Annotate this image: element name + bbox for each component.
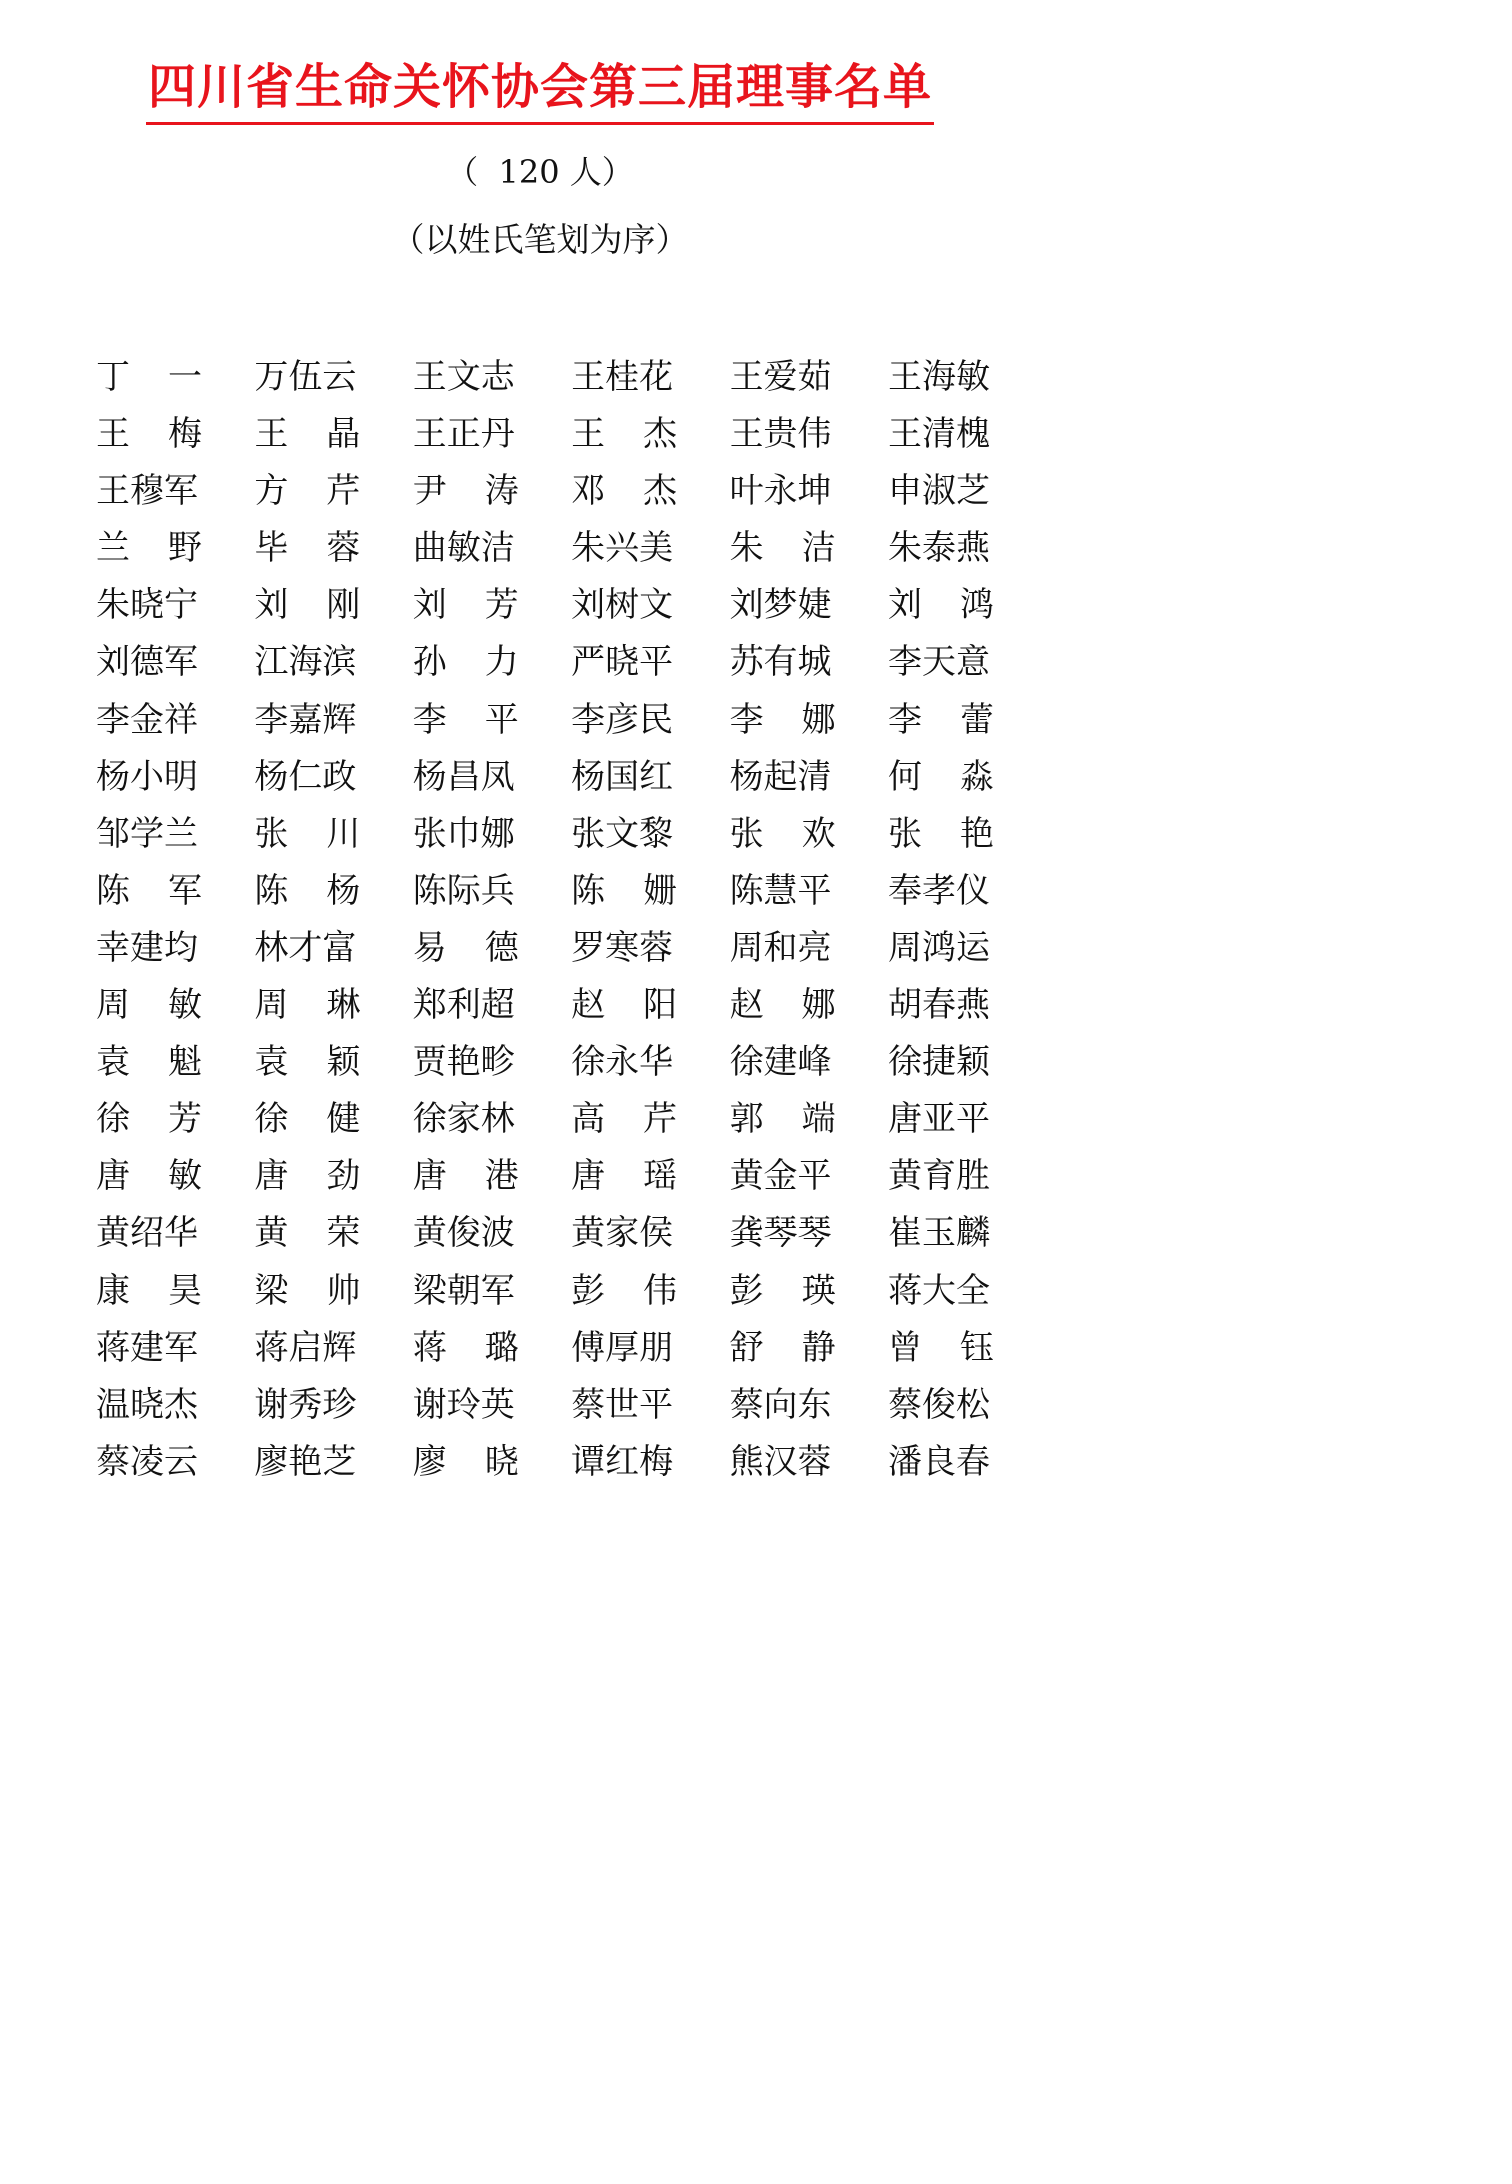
member-name: 李天意 bbox=[887, 642, 990, 683]
member-count: （ 120 人） bbox=[446, 153, 634, 191]
member-name: 叶永坤 bbox=[729, 471, 832, 512]
member-name: 潘良春 bbox=[887, 1441, 990, 1482]
member-name: 黄金平 bbox=[729, 1156, 832, 1197]
member-name: 郭 端 bbox=[729, 1099, 836, 1140]
member-name: 舒 静 bbox=[729, 1327, 836, 1368]
member-name: 袁 魁 bbox=[96, 1042, 202, 1083]
member-name: 朱晓宁 bbox=[96, 585, 198, 626]
member-name: 刘德军 bbox=[96, 642, 198, 683]
member-name: 唐 港 bbox=[412, 1156, 519, 1197]
member-name: 蒋启辉 bbox=[254, 1327, 357, 1368]
member-name: 陈际兵 bbox=[412, 870, 515, 911]
member-name: 黄绍华 bbox=[96, 1213, 198, 1254]
member-name: 黄育胜 bbox=[887, 1156, 990, 1197]
member-name: 张巾娜 bbox=[412, 813, 515, 854]
member-name: 张 欢 bbox=[729, 813, 836, 854]
member-name: 曾 钰 bbox=[887, 1327, 994, 1368]
member-name: 毕 蓉 bbox=[254, 528, 361, 569]
member-name: 唐 瑶 bbox=[571, 1156, 678, 1197]
member-name: 傅厚朋 bbox=[571, 1327, 674, 1368]
member-name: 严晓平 bbox=[571, 642, 674, 683]
member-name: 唐 劲 bbox=[254, 1156, 361, 1197]
member-name: 蔡世平 bbox=[571, 1384, 674, 1425]
member-name: 谢玲英 bbox=[412, 1384, 515, 1425]
member-name: 杨小明 bbox=[96, 756, 198, 797]
member-name: 朱 洁 bbox=[729, 528, 836, 569]
member-name: 熊汉蓉 bbox=[729, 1441, 832, 1482]
member-name: 高 芹 bbox=[571, 1099, 678, 1140]
member-name: 梁 帅 bbox=[254, 1270, 361, 1311]
member-name: 易 德 bbox=[412, 927, 519, 968]
member-name: 王文志 bbox=[412, 357, 515, 397]
member-name: 张文黎 bbox=[571, 813, 674, 854]
member-name: 刘 芳 bbox=[412, 585, 519, 626]
member-name: 徐家林 bbox=[412, 1099, 515, 1140]
member-name: 周鸿运 bbox=[887, 927, 990, 968]
member-name: 唐 敏 bbox=[96, 1156, 202, 1197]
member-name: 邓 杰 bbox=[571, 471, 678, 512]
member-name: 李 娜 bbox=[729, 699, 836, 740]
ordering-note: （以姓氏笔划为序） bbox=[391, 220, 689, 259]
member-name: 谭红梅 bbox=[571, 1441, 674, 1482]
member-name: 徐建峰 bbox=[729, 1042, 832, 1083]
member-name: 奉孝仪 bbox=[887, 870, 990, 911]
member-name: 廖 晓 bbox=[412, 1441, 519, 1482]
member-name: 丁 一 bbox=[96, 357, 202, 397]
member-name: 胡春燕 bbox=[887, 985, 990, 1026]
member-name: 王桂花 bbox=[571, 357, 674, 397]
member-name: 李金祥 bbox=[96, 699, 198, 740]
member-name: 李 平 bbox=[412, 699, 519, 740]
member-name-grid bbox=[96, 349, 1046, 1491]
member-name: 苏有城 bbox=[729, 642, 832, 683]
member-name: 罗寒蓉 bbox=[571, 927, 674, 968]
member-name: 孙 力 bbox=[412, 642, 519, 683]
member-name: 蔡向东 bbox=[729, 1384, 832, 1425]
member-name: 徐捷颖 bbox=[887, 1042, 990, 1083]
member-name: 尹 涛 bbox=[412, 471, 519, 512]
member-name: 刘 刚 bbox=[254, 585, 361, 626]
member-name: 黄 荣 bbox=[254, 1213, 361, 1254]
member-name: 万伍云 bbox=[254, 357, 357, 397]
member-name: 申淑芝 bbox=[887, 471, 990, 512]
member-name: 徐 健 bbox=[254, 1099, 361, 1140]
member-name: 王 梅 bbox=[96, 414, 202, 455]
member-name: 陈 姗 bbox=[571, 870, 678, 911]
member-name: 李嘉辉 bbox=[254, 699, 357, 740]
member-name: 郑利超 bbox=[412, 985, 515, 1026]
member-name: 徐 芳 bbox=[96, 1099, 202, 1140]
title-text: 四川省生命关怀协会第三届理事名单 bbox=[146, 52, 934, 125]
member-name: 王爱茹 bbox=[729, 357, 832, 397]
member-name: 谢秀珍 bbox=[254, 1384, 357, 1425]
member-name: 王 杰 bbox=[571, 414, 678, 455]
member-name: 王清槐 bbox=[887, 414, 990, 455]
member-name: 杨仁政 bbox=[254, 756, 357, 797]
member-name: 徐永华 bbox=[571, 1042, 674, 1083]
member-name: 崔玉麟 bbox=[887, 1213, 990, 1254]
member-name: 黄俊波 bbox=[412, 1213, 515, 1254]
member-name: 方 芹 bbox=[254, 471, 361, 512]
member-name: 邹学兰 bbox=[96, 813, 198, 854]
member-name: 黄家侯 bbox=[571, 1213, 674, 1254]
member-name: 周 琳 bbox=[254, 985, 361, 1026]
member-name: 陈慧平 bbox=[729, 870, 832, 911]
member-name: 廖艳芝 bbox=[254, 1441, 357, 1482]
member-name: 王海敏 bbox=[887, 357, 990, 397]
member-name: 杨昌凤 bbox=[412, 756, 515, 797]
member-name: 龚琴琴 bbox=[729, 1213, 832, 1254]
member-name: 朱兴美 bbox=[571, 528, 674, 569]
member-name: 袁 颖 bbox=[254, 1042, 361, 1083]
member-name: 唐亚平 bbox=[887, 1099, 990, 1140]
member-name: 兰 野 bbox=[96, 528, 202, 569]
member-name: 陈 军 bbox=[96, 870, 202, 911]
member-name: 赵 娜 bbox=[729, 985, 836, 1026]
member-name: 何 淼 bbox=[887, 756, 994, 797]
member-name: 彭 瑛 bbox=[729, 1270, 836, 1311]
member-name: 蒋大全 bbox=[887, 1270, 990, 1311]
member-name: 周和亮 bbox=[729, 927, 832, 968]
member-name: 王贵伟 bbox=[729, 414, 832, 455]
member-name: 张 艳 bbox=[887, 813, 994, 854]
member-name: 梁朝军 bbox=[412, 1270, 515, 1311]
member-name: 杨起清 bbox=[729, 756, 832, 797]
member-name: 康 昊 bbox=[96, 1270, 202, 1311]
member-name: 林才富 bbox=[254, 927, 357, 968]
member-name: 杨国红 bbox=[571, 756, 674, 797]
member-name: 王 晶 bbox=[254, 414, 361, 455]
member-name: 彭 伟 bbox=[571, 1270, 678, 1311]
member-name: 蒋 璐 bbox=[412, 1327, 519, 1368]
member-name: 蔡凌云 bbox=[96, 1441, 198, 1482]
page-title bbox=[0, 52, 1080, 125]
member-name: 温晓杰 bbox=[96, 1384, 198, 1425]
member-name: 张 川 bbox=[254, 813, 361, 854]
member-name: 李彦民 bbox=[571, 699, 674, 740]
member-name: 王正丹 bbox=[412, 414, 515, 455]
member-name: 刘 鸿 bbox=[887, 585, 994, 626]
member-name: 朱泰燕 bbox=[887, 528, 990, 569]
member-name: 贾艳畛 bbox=[412, 1042, 515, 1083]
member-name: 王穆军 bbox=[96, 471, 198, 512]
member-name: 刘梦婕 bbox=[729, 585, 832, 626]
member-name: 周 敏 bbox=[96, 985, 202, 1026]
member-name: 赵 阳 bbox=[571, 985, 678, 1026]
member-name: 陈 杨 bbox=[254, 870, 361, 911]
member-name: 李 蕾 bbox=[887, 699, 994, 740]
member-name: 刘树文 bbox=[571, 585, 674, 626]
member-name: 蒋建军 bbox=[96, 1327, 198, 1368]
member-name: 江海滨 bbox=[254, 642, 357, 683]
member-name: 曲敏洁 bbox=[412, 528, 515, 569]
member-name: 蔡俊松 bbox=[887, 1384, 990, 1425]
member-name: 幸建均 bbox=[96, 927, 198, 968]
